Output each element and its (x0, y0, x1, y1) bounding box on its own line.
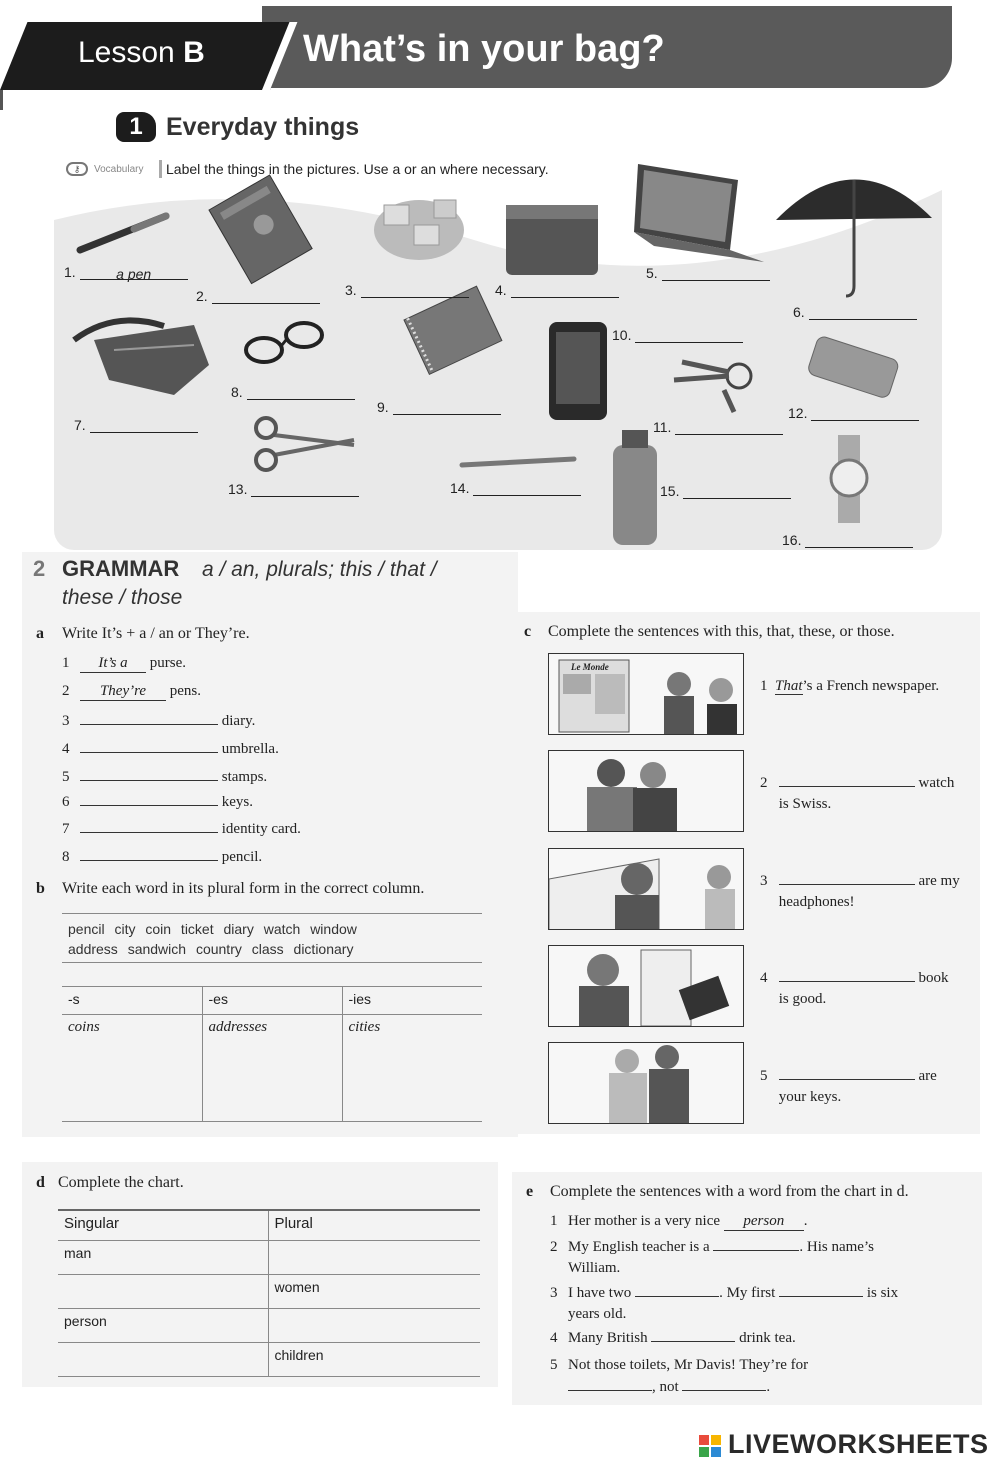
answer-11-input[interactable] (675, 421, 783, 435)
exercise-e-item-1: 1 Her mother is a very nice person . (550, 1213, 808, 1229)
keys-picture (674, 362, 751, 412)
answer-1-input[interactable]: a pen (80, 266, 188, 280)
plural-table (62, 986, 482, 1122)
book-picture (209, 175, 312, 284)
exercise-c-instruction: Complete the sentences with this, that, these, or those. (548, 623, 895, 640)
eraser-picture (807, 335, 900, 399)
answer-10-input[interactable] (635, 329, 743, 343)
answer-12-input[interactable] (811, 407, 919, 421)
exercise-a-item-2: 2 They’re pens. (62, 683, 201, 699)
answer-3-input[interactable] (361, 284, 469, 298)
word-box-line-1: pencil city coin ticket diary watch window (68, 921, 357, 937)
watch-scene-picture (548, 750, 744, 832)
plural-header-s: -s (62, 987, 202, 1015)
plural-cell-s[interactable]: coins (62, 1015, 202, 1122)
answer-16-input[interactable] (805, 534, 913, 548)
exercise-e-answer-3a[interactable] (635, 1296, 719, 1297)
exercise-a-item-7: 7 identity card. (62, 821, 301, 837)
exercise-a-answer-6[interactable] (80, 805, 218, 806)
lesson-label: Lesson B (78, 36, 205, 69)
exercise-a-instruction: Write It’s + a / an or They’re. (62, 625, 250, 642)
header (0, 0, 1000, 110)
exercise-a-answer-3[interactable] (80, 724, 218, 725)
chart-cell-singular-2[interactable] (58, 1274, 268, 1308)
label-10: 10. (612, 327, 743, 343)
exercise-a-answer-8[interactable] (80, 860, 218, 861)
exercise-a-item-1: 1 It’s a purse. (62, 655, 186, 671)
vocabulary-tag: Vocabulary (94, 164, 144, 175)
label-3: 3. (345, 282, 469, 298)
chart-cell-singular-1: man (58, 1240, 268, 1274)
exercise-b-instruction: Write each word in its plural form in the correct column. (62, 880, 425, 897)
exercise-e-answer-5a[interactable] (568, 1390, 652, 1391)
page-title: What’s in your bag? (303, 28, 665, 70)
answer-14-input[interactable] (473, 482, 581, 496)
answer-13-input[interactable] (251, 483, 359, 497)
exercise-d-letter: d (36, 1174, 45, 1191)
label-2: 2. (196, 288, 320, 304)
exercise-e-item-4: 4 Many British drink tea. (550, 1330, 796, 1346)
answer-2-input[interactable] (212, 290, 320, 304)
answer-7-input[interactable] (90, 419, 198, 433)
scissors-picture (256, 418, 354, 470)
plural-cell-ies[interactable]: cities (342, 1015, 482, 1122)
exercise-a-answer-7[interactable] (80, 832, 218, 833)
plural-cell-es[interactable]: addresses (202, 1015, 342, 1122)
exercise-a-letter: a (36, 625, 44, 642)
exercise-b-letter: b (36, 880, 45, 897)
answer-5-input[interactable] (662, 267, 770, 281)
exercise-a-answer-4[interactable] (80, 752, 218, 753)
label-16: 16. (782, 532, 913, 548)
section-1-number: 1 (116, 112, 156, 142)
exercise-a-answer-1[interactable]: It’s a (80, 655, 146, 673)
umbrella-picture (776, 179, 932, 296)
chart-cell-plural-4: children (268, 1342, 480, 1376)
exercise-c-item-1: 1 That’s a French newspaper. (760, 678, 940, 694)
exercise-e-answer-5b[interactable] (682, 1390, 766, 1391)
key-icon: ⚷ (66, 162, 88, 176)
section-1-instruction: Label the things in the pictures. Use a or an where necessary. (166, 161, 549, 177)
chart-cell-plural-2: women (268, 1274, 480, 1308)
exercise-e-item-3: 3 I have two . My first is six years old. (550, 1285, 899, 1322)
bag-picture (74, 320, 209, 395)
exercise-a-item-6: 6 keys. (62, 794, 253, 810)
pencil-picture (462, 459, 574, 465)
exercise-e-letter: e (526, 1183, 534, 1200)
bottle-picture (613, 430, 657, 545)
notebook-picture (404, 286, 502, 374)
chart-cell-singular-3: person (58, 1308, 268, 1342)
exercise-c-answer-5[interactable] (779, 1079, 915, 1080)
exercise-d-instruction: Complete the chart. (58, 1174, 184, 1191)
chart-cell-plural-1[interactable] (268, 1240, 480, 1274)
exercise-c-item-2: 2 watch is Swiss. (760, 775, 955, 812)
exercise-a-answer-2[interactable]: They’re (80, 683, 166, 701)
exercise-c-answer-2[interactable] (779, 786, 915, 787)
exercise-a-answer-5[interactable] (80, 780, 218, 781)
exercise-c-item-4: 4 book is good. (760, 970, 949, 1007)
liveworksheets-logo: LIVEWORKSHEETS (728, 1429, 989, 1459)
exercise-e-answer-1[interactable]: person (724, 1213, 804, 1231)
exercise-c-letter: c (524, 623, 532, 640)
exercise-c-answer-3[interactable] (779, 884, 915, 885)
exercise-c-item-5: 5 are your keys. (760, 1068, 937, 1105)
label-5: 5. (646, 265, 770, 281)
answer-15-input[interactable] (683, 485, 791, 499)
exercise-e-answer-2[interactable] (713, 1250, 799, 1251)
section-2-title: GRAMMAR (62, 556, 180, 581)
stamps-picture (374, 200, 464, 260)
book-scene-picture (548, 945, 744, 1027)
section-2-subtitle-1: a / an, plurals; this / that / (202, 558, 437, 581)
label-12: 12. (788, 405, 919, 421)
answer-9-input[interactable] (393, 401, 501, 415)
answer-4-input[interactable] (511, 284, 619, 298)
section-2-subtitle-2: these / those (62, 586, 183, 609)
label-8: 8. (231, 384, 355, 400)
glasses-picture (246, 323, 322, 362)
exercise-a-item-8: 8 pencil. (62, 849, 263, 865)
label-15: 15. (660, 483, 791, 499)
phone-picture (549, 322, 607, 420)
keys-scene-picture (548, 1042, 744, 1124)
label-6: 6. (793, 304, 917, 320)
wallet-picture (506, 205, 598, 275)
section-2-number: 2 (33, 556, 46, 581)
exercise-e-answer-3b[interactable] (779, 1296, 863, 1297)
plural-header-es: -es (202, 987, 342, 1015)
label-7: 7. (74, 417, 198, 433)
label-9: 9. (377, 399, 501, 415)
exercise-a-item-3: 3 diary. (62, 713, 256, 729)
exercise-e-item-5: 5 Not those toilets, Mr Davis! They’re for , not . (550, 1357, 809, 1395)
word-box (62, 913, 482, 963)
headphones-picture (548, 848, 744, 930)
answer-6-input[interactable] (809, 306, 917, 320)
label-1: 1. a pen (64, 264, 188, 280)
label-11: 11. (653, 419, 783, 435)
exercise-c-item-3: 3 are my headphones! (760, 873, 960, 910)
laptop-picture (634, 164, 764, 262)
answer-8-input[interactable] (247, 386, 355, 400)
chart-header-singular: Singular (58, 1210, 268, 1240)
word-box-line-2: address sandwich country class dictionary (68, 941, 354, 957)
exercise-c-answer-1[interactable]: That (775, 678, 803, 694)
section-1-title: Everyday things (166, 113, 360, 141)
watch-picture (831, 435, 867, 523)
pen-picture (80, 216, 166, 250)
exercise-a-item-5: 5 stamps. (62, 769, 268, 785)
plural-header-ies: -ies (342, 987, 482, 1015)
chart-cell-singular-4[interactable] (58, 1342, 268, 1376)
label-13: 13. (228, 481, 359, 497)
exercise-e-answer-4[interactable] (651, 1341, 735, 1342)
chart-cell-plural-3[interactable] (268, 1308, 480, 1342)
exercise-e-instruction: Complete the sentences with a word from the chart in d. (550, 1183, 909, 1200)
singular-plural-chart (58, 1209, 480, 1377)
label-14: 14. (450, 480, 581, 496)
chart-header-plural: Plural (268, 1210, 480, 1240)
label-4: 4. (495, 282, 619, 298)
exercise-c-answer-4[interactable] (779, 981, 915, 982)
newspaper-picture: Le Monde (548, 653, 744, 735)
exercise-e-item-2: 2 My English teacher is a . His name’s William. (550, 1239, 874, 1276)
exercise-a-item-4: 4 umbrella. (62, 741, 279, 757)
